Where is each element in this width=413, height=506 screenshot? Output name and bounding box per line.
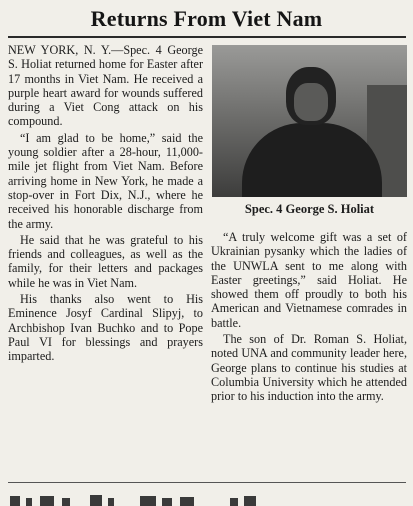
- article-paragraph-6: The son of Dr. Roman S. Holiat, noted UNA and community leader here, George plans to continue his studies at Columbia University which he attended prior to his induction into the army.: [211, 332, 407, 404]
- headline-rule: [8, 36, 406, 38]
- soldier-photo: [212, 45, 407, 197]
- article-paragraph-3: He said that he was grateful to his friends and colleagues, as well as the family, for their letters and packages while he was in Viet Nam.: [8, 232, 203, 290]
- right-column: [211, 230, 407, 406]
- next-article-fragment: [0, 486, 413, 506]
- left-column: [8, 43, 203, 366]
- article-paragraph-5: “A truly welcome gift was a set of Ukrainian pysanky which the ladies of the UNWLA sent to me along with Easter greetings,” said Holiat. He showed them off proudly to both his American and Vietnamese comrades in battle.: [211, 230, 407, 330]
- photo-caption: Spec. 4 George S. Holiat: [244, 202, 375, 216]
- article-paragraph-4: His thanks also went to His Eminence Josyf Cardinal Slipyj, to Archbishop Ivan Buchko and to Pope Paul VI for blessings and prayers imparted.: [8, 292, 203, 364]
- cutoff-headline-glyphs: [0, 486, 413, 506]
- headline: Returns From Viet Nam: [90, 6, 323, 31]
- article-paragraph-2: “I am glad to be home,” said the young soldier after a 28-hour, 11,000-mile jet flight from Viet Nam. Before arriving home in New York, he made a stop-over in Fort Dix, N.J., where he received his honorable discharge from the army.: [8, 130, 203, 231]
- bottom-rule: [8, 482, 406, 483]
- article-paragraph-1: NEW YORK, N. Y.—Spec. 4 George S. Holiat returned home for Easter after 17 months in Viet Nam. He received a purple heart award for wounds suffered during a Viet Cong attack on his compound.: [8, 43, 203, 129]
